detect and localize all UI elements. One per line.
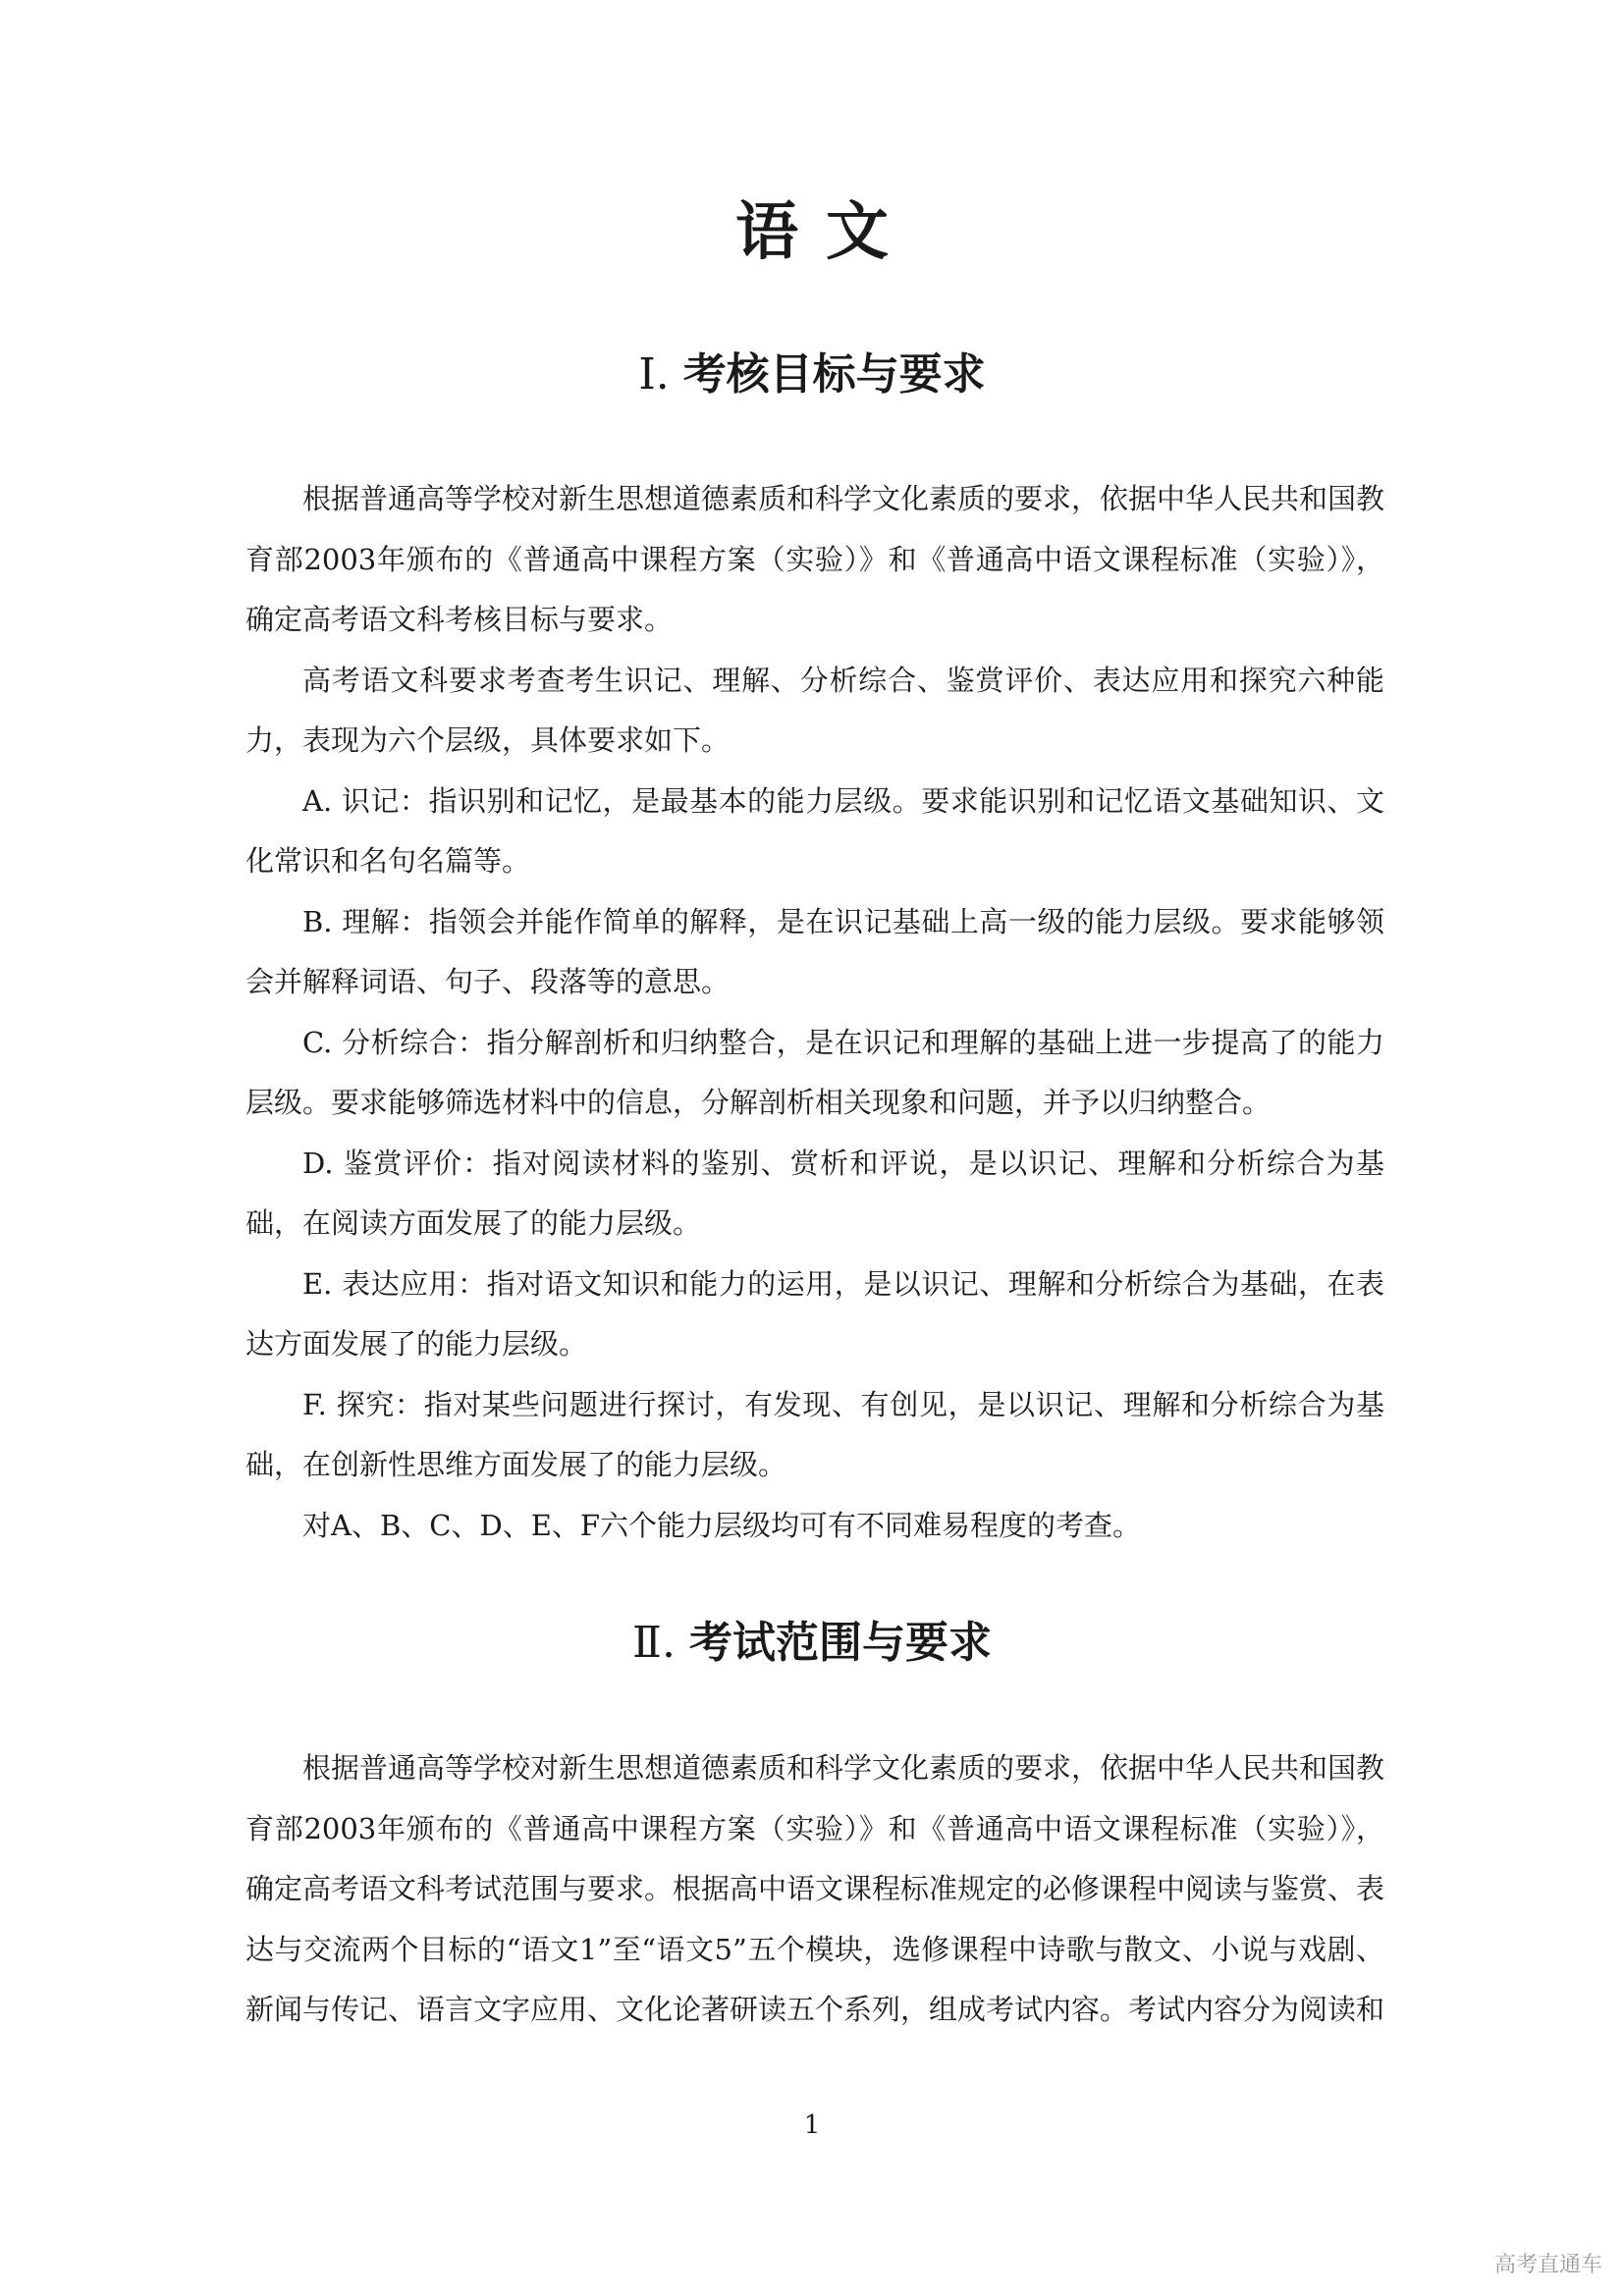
paragraph: 对A、B、C、D、E、F六个能力层级均可有不同难易程度的考查。 (302, 1508, 1141, 1542)
paragraph-level-f: F. 探究：指对某些问题进行探讨，有发现、有创见，是以识记、理解和分析综合为基础，在创新性思维方面发展了的能力层级。 (245, 1387, 1384, 1481)
page-title: 语文 (735, 195, 916, 269)
paragraph-level-e: E. 表达应用：指对语文知识和能力的运用，是以识记、理解和分析综合为基础，在表达方面发展了的能力层级。 (245, 1266, 1384, 1361)
section-heading-1 (0, 349, 1624, 400)
watermark: 高考直通车 (1493, 2253, 1602, 2277)
section-numeral-1: Ⅰ. (638, 349, 670, 400)
section-heading-1-text: 考核目标与要求 (682, 349, 986, 400)
section-heading-2 (0, 1618, 1624, 1668)
paragraph: 根据普通高等学校对新生思想道德素质和科学文化素质的要求，依据中华人民共和国教育部2003年颁布的《普通高中课程方案（实验）》和《普通高中语文课程标准（实验）》，确定高考语文科考核目标与要求。 (245, 482, 1385, 636)
section-numeral-2: Ⅱ. (632, 1618, 676, 1668)
paragraph-level-b: B. 理解：指领会并能作简单的解释，是在识记基础上高一级的能力层级。要求能够领会并解释词语、句子、段落等的意思。 (245, 904, 1384, 998)
paragraph-level-c: C. 分析综合：指分解剖析和归纳整合，是在识记和理解的基础上进一步提高了的能力层级。要求能够筛选材料中的信息，分解剖析相关现象和问题，并予以归纳整合。 (245, 1025, 1384, 1119)
paragraph-level-d: D. 鉴赏评价：指对阅读材料的鉴别、赏析和评说，是以识记、理解和分析综合为基础，在阅读方面发展了的能力层级。 (245, 1146, 1384, 1240)
section-1-body (245, 469, 1384, 1556)
paragraph: 高考语文科要求考查考生识记、理解、分析综合、鉴赏评价、表达应用和探究六种能力，表现为六个层级，具体要求如下。 (245, 663, 1384, 757)
paragraph-level-a: A. 识记：指识别和记忆，是最基本的能力层级。要求能识别和记忆语文基础知识、文化常识和名句名篇等。 (245, 783, 1384, 878)
section-heading-2-text: 考试范围与要求 (688, 1618, 992, 1668)
page-number: 1 (803, 2110, 821, 2140)
section-2-body (245, 1738, 1384, 2041)
paragraph: 根据普通高等学校对新生思想道德素质和科学文化素质的要求，依据中华人民共和国教育部2003年颁布的《普通高中课程方案（实验）》和《普通高中语文课程标准（实验）》，确定高考语文科考试范围与要求。根据高中语文课程标准规定的必修课程中阅读与鉴赏、表达与交流两个目标的“语文1”至“语文5”五个模块，选修课程中诗歌与散文、小说与戏剧、新闻与传记、语言文字应用、文化论著研读五个系列，组成考试内容。考试内容分为阅读和 (245, 1751, 1385, 2026)
